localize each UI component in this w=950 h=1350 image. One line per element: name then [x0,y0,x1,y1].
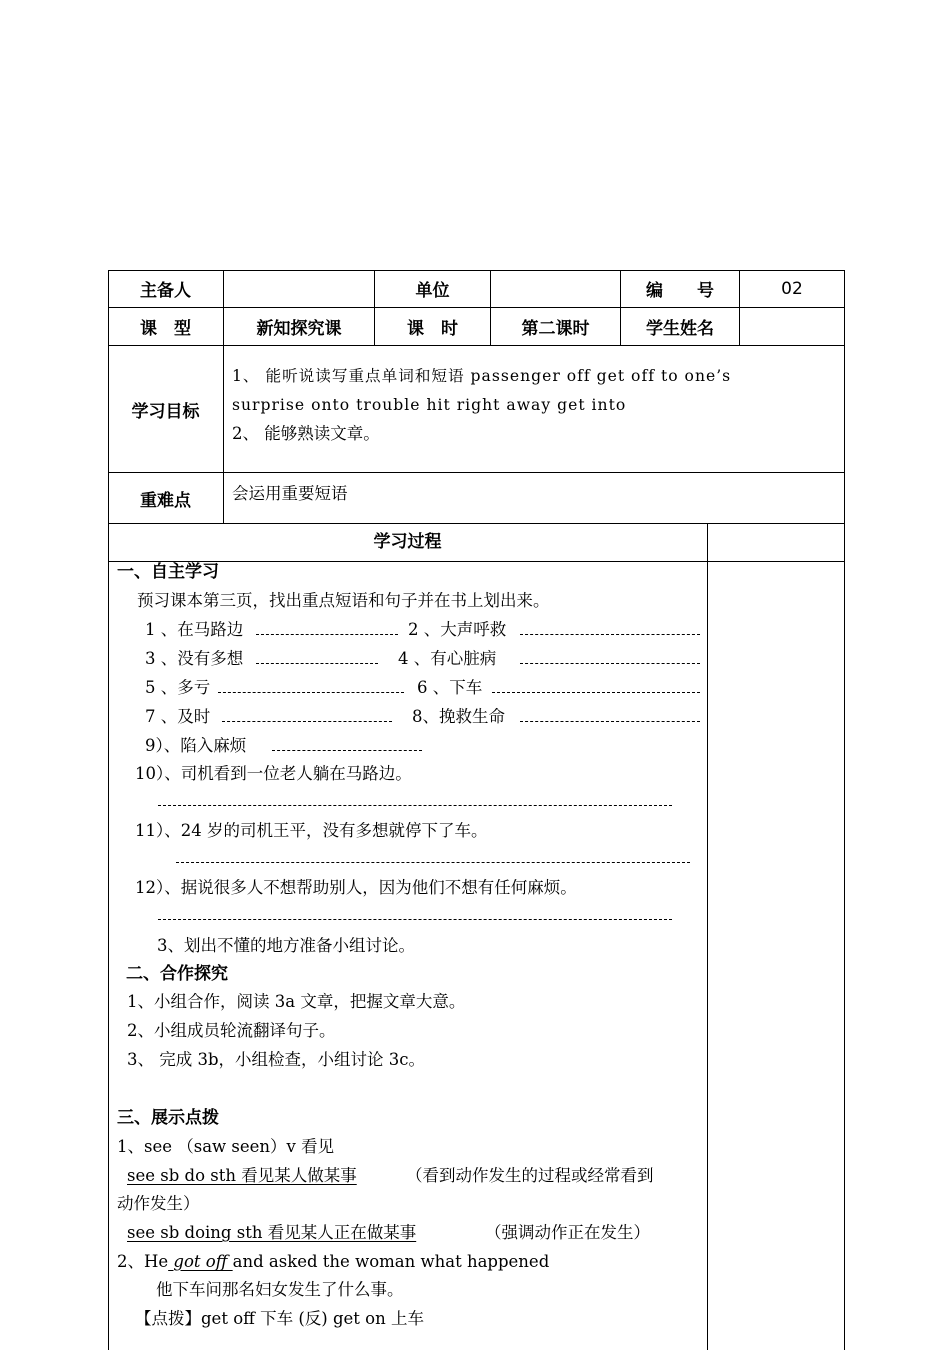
lesson-plan-table [108,270,845,1350]
mark-instruction: 3、划出不懂的地方准备小组讨论。 [157,936,415,955]
answer-blank[interactable] [256,634,398,635]
example-sentence [117,1252,549,1272]
section-3-heading: 三、展示点拨 [117,1108,219,1128]
phrase-item: 3 、没有多想 [145,649,244,668]
answer-blank[interactable] [520,663,700,664]
answer-blank[interactable] [158,919,672,920]
key-points-value: 会运用重要短语 [232,484,348,503]
phrase-item: 8、挽救生命 [412,707,505,726]
see-doing-pattern: see sb doing sth 看见某人正在做某事 [127,1223,417,1242]
phrase-item: 1 、在马路边 [145,620,244,639]
sentence-item: 10）、司机看到一位老人躺在马路边。 [135,764,412,783]
student-name-field[interactable] [740,308,844,345]
goals-label: 学习目标 [131,401,200,422]
lesson-type-value: 新知探究课 [256,319,342,339]
collab-item: 2、小组成员轮流翻译句子。 [127,1021,336,1040]
section-1-intro: 预习课本第三页，找出重点短语和句子并在书上划出来。 [137,591,550,610]
phrase-item: 9）、陷入麻烦 [145,736,247,755]
number-value: 02 [781,278,803,299]
table-rule [707,523,708,1350]
collab-item: 1、小组合作，阅读 3a 文章，把握文章大意。 [127,992,466,1011]
period-value: 第二课时 [521,319,590,339]
unit-label: 单位 [415,281,450,301]
preparer-label: 主备人 [140,281,191,301]
goals-line-3: 2、 能够熟读文章。 [232,424,380,443]
answer-blank[interactable] [272,750,422,751]
lesson-type-label: 课 型 [140,319,191,339]
phrase-item: 7 、及时 [145,707,211,726]
example-suffix: and asked the woman what happened [232,1252,550,1271]
process-title: 学习过程 [373,531,442,552]
tip-line: 【点拨】get off 下车 (反) get on 上车 [135,1309,424,1328]
see-do-note: （看到动作发生的过程或经常看到 [406,1166,654,1185]
table-rule [844,270,845,1350]
answer-blank[interactable] [520,634,700,635]
answer-blank[interactable] [256,663,378,664]
sentence-item: 11）、24 岁的司机王平，没有多想就停下了车。 [135,821,488,840]
goals-line-2: surprise onto trouble hit right away get into [232,396,627,414]
unit-value[interactable] [491,270,620,307]
answer-blank[interactable] [218,692,404,693]
answer-blank[interactable] [222,721,392,722]
see-definition: 1、see （saw seen）v 看见 [117,1137,335,1156]
example-prefix: 2、He [117,1252,169,1271]
period-label: 课 时 [407,319,458,339]
answer-blank[interactable] [176,862,690,863]
sentence-item: 12）、据说很多人不想帮助别人，因为他们不想有任何麻烦。 [135,878,577,897]
phrase-item: 2 、大声呼救 [408,620,507,639]
example-phrase: got off [168,1252,233,1271]
collab-item: 3、 完成 3b，小组检查，小组讨论 3c。 [127,1050,426,1069]
phrase-item: 5 、多亏 [145,678,211,697]
phrase-item: 4 、有心脏病 [398,649,497,668]
answer-blank[interactable] [158,805,672,806]
student-name-label: 学生姓名 [646,319,714,339]
number-label: 编 号 [646,281,714,301]
answer-blank[interactable] [520,721,700,722]
preparer-value[interactable] [224,270,374,307]
answer-blank[interactable] [492,692,700,693]
example-translation: 他下车问那名妇女发生了什么事。 [156,1280,404,1299]
key-points-label: 重难点 [140,490,191,511]
see-do-note-cont: 动作发生） [117,1194,200,1213]
phrase-item: 6 、下车 [417,678,483,697]
see-do-pattern: see sb do sth 看见某人做某事 [127,1166,357,1185]
see-doing-note: （强调动作正在发生） [485,1223,650,1242]
section-1-heading: 一、自主学习 [117,562,219,582]
section-2-heading: 二、合作探究 [126,964,228,984]
goals-line-1: 1、 能听说读写重点单词和短语 passenger off get off to one’s [232,367,732,385]
